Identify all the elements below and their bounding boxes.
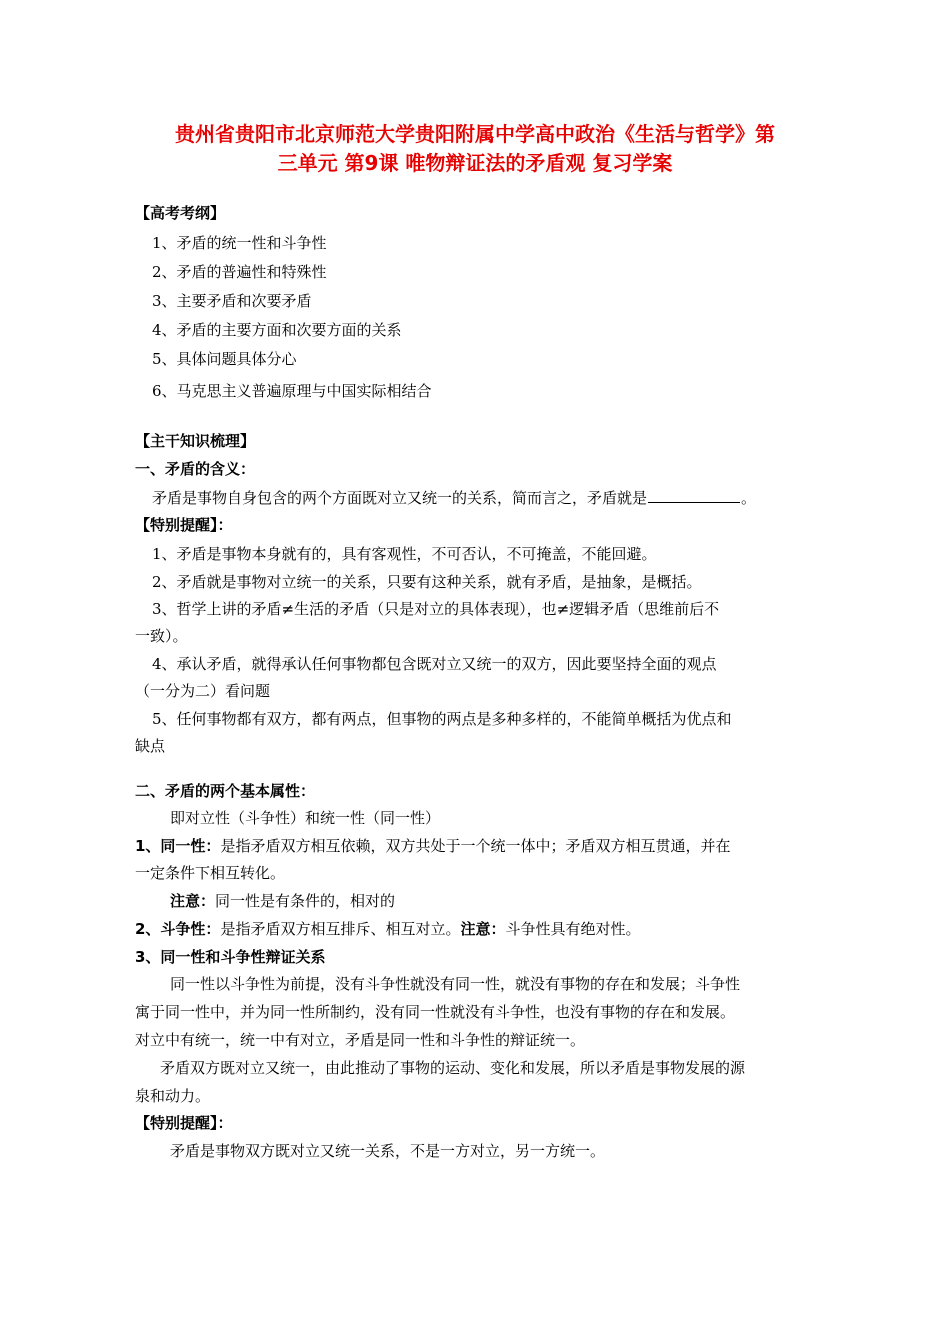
- document-title-line-2: 三单元 第9课 唯物辩证法的矛盾观 复习学案: [277, 151, 673, 175]
- reminder-item-continued: （一分为二）看问题: [135, 682, 271, 700]
- reminder-item-continued: 一致）。: [135, 627, 188, 645]
- struggle-definition: [135, 919, 641, 939]
- reminder-item: 1、矛盾是事物本身就有的，具有客观性，不可否认，不可掩盖，不能回避。: [152, 545, 657, 563]
- section-2-heading: 二、矛盾的两个基本属性：: [135, 782, 316, 800]
- identity-definition-continued: 一定条件下相互转化。: [135, 864, 286, 882]
- section-2-intro: 即对立性（斗争性）和统一性（同一性）: [170, 809, 441, 827]
- dialectic-heading: 3、同一性和斗争性辩证关系: [135, 948, 326, 966]
- syllabus-item: 4、矛盾的主要方面和次要方面的关系: [152, 321, 402, 339]
- reminder-item: 3、哲学上讲的矛盾≠生活的矛盾（只是对立的具体表现），也≠逻辑矛盾（思维前后不: [152, 600, 720, 618]
- knowledge-heading: 【主干知识梳理】: [135, 432, 256, 450]
- motion-paragraph-line: 泉和动力。: [135, 1087, 211, 1105]
- fill-in-blank: [648, 488, 740, 503]
- identity-definition: [135, 836, 730, 856]
- special-reminder-heading-2: 【特别提醒】：: [135, 1114, 233, 1132]
- struggle-note-text: 斗争性具有绝对性。: [505, 920, 641, 938]
- identity-note: [170, 891, 395, 911]
- dialectic-paragraph-line: 寓于同一性中，并为同一性所制约，没有同一性就没有斗争性，也没有事物的存在和发展。: [135, 1003, 736, 1021]
- syllabus-item: 3、主要矛盾和次要矛盾: [152, 292, 312, 310]
- reminder-item: 2、矛盾就是事物对立统一的关系，只要有这种关系，就有矛盾，是抽象，是概括。: [152, 573, 702, 591]
- contradiction-definition: [152, 488, 756, 508]
- motion-paragraph-line: 矛盾双方既对立又统一，由此推动了事物的运动、变化和发展，所以矛盾是事物发展的源: [160, 1059, 746, 1077]
- syllabus-heading: 【高考考纲】: [135, 204, 226, 222]
- definition-text: 矛盾是事物自身包含的两个方面既对立又统一的关系，简而言之，矛盾就是: [152, 489, 648, 507]
- struggle-text: 是指矛盾双方相互排斥、相互对立。: [220, 920, 461, 938]
- struggle-label: 2、斗争性：: [135, 920, 221, 938]
- dialectic-paragraph-line: 对立中有统一，统一中有对立，矛盾是同一性和斗争性的辩证统一。: [135, 1031, 586, 1049]
- reminder-item-continued: 缺点: [135, 737, 166, 755]
- dialectic-paragraph-line: 同一性以斗争性为前提，没有斗争性就没有同一性，就没有事物的存在和发展；斗争性: [170, 975, 741, 993]
- struggle-note-label: 注意：: [460, 920, 506, 938]
- section-1-heading: 一、矛盾的含义：: [135, 460, 256, 478]
- document-title-line-1: 贵州省贵阳市北京师范大学贵阳附属中学高中政治《生活与哲学》第: [175, 122, 775, 146]
- identity-label: 1、同一性：: [135, 837, 221, 855]
- syllabus-item: 5、具体问题具体分心: [152, 350, 297, 368]
- reminder-item: 4、承认矛盾，就得承认任何事物都包含既对立又统一的双方，因此要坚持全面的观点: [152, 655, 717, 673]
- identity-text: 是指矛盾双方相互依赖，双方共处于一个统一体中；矛盾双方相互贯通，并在: [220, 837, 731, 855]
- definition-end: 。: [741, 489, 757, 507]
- syllabus-item: 6、马克思主义普遍原理与中国实际相结合: [152, 382, 432, 400]
- syllabus-item: 2、矛盾的普遍性和特殊性: [152, 263, 327, 281]
- special-reminder-text: 矛盾是事物双方既对立又统一关系，不是一方对立，另一方统一。: [170, 1142, 606, 1160]
- special-reminder-heading: 【特别提醒】：: [135, 516, 233, 534]
- syllabus-item: 1、矛盾的统一性和斗争性: [152, 234, 327, 252]
- identity-note-text: 同一性是有条件的，相对的: [215, 892, 396, 910]
- identity-note-label: 注意：: [170, 892, 216, 910]
- reminder-item: 5、任何事物都有双方，都有两点，但事物的两点是多种多样的，不能简单概括为优点和: [152, 710, 732, 728]
